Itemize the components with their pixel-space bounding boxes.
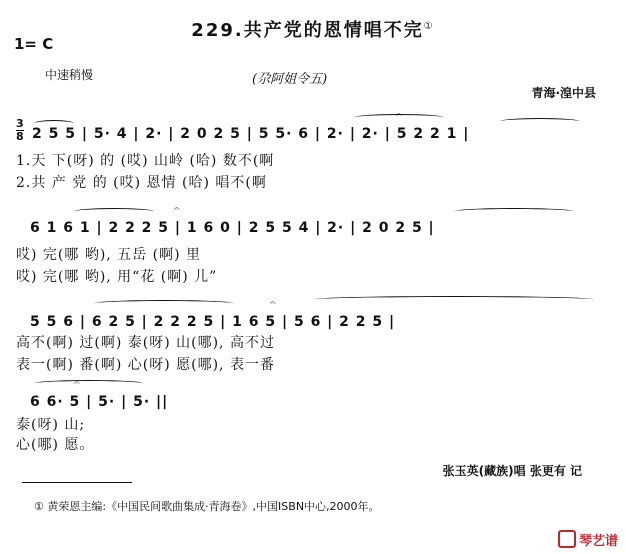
slur: [74, 208, 154, 215]
lyrics-verse-1: 哎) 完(哪 哟), 五岳 (啊) 里: [16, 247, 202, 263]
staff-notes: 5 5 6 | 6 2 5 | 2 2 2 5 | 1 6 5 | 5 6 | 2 2 5 |: [30, 314, 396, 330]
fermata-icon: 𝄐: [396, 110, 402, 121]
staff-notes: 2 5 5 | 5· 4 | 2· | 2 0 2 5 | 5 5· 6 | 2· | 2· | 5 2 2 1 |: [32, 126, 470, 142]
footnote: ① 黄荣恩主编:《中国民间歌曲集成·青海卷》,中国ISBN中心,2000年。: [34, 500, 380, 513]
fermata-icon: 𝄐: [270, 298, 276, 309]
staff-2: [14, 206, 614, 246]
fermata-icon: 𝄐: [174, 204, 180, 215]
staff-1: [14, 112, 614, 152]
lyrics-verse-2: 表一(啊) 番(啊) 心(呀) 愿(哪), 表一番: [16, 357, 275, 373]
song-title: 229.共产党的恩情唱不完①: [191, 20, 435, 41]
performer-credit: 张玉英(藏族)唱 张更有 记: [442, 464, 582, 478]
slur: [34, 380, 144, 387]
fermata-icon: 𝄐: [74, 378, 80, 389]
slur: [314, 296, 594, 303]
logo-icon: [558, 530, 576, 548]
slur: [454, 208, 574, 215]
lyrics-verse-1: 泰(呀) 山;: [16, 417, 86, 433]
tune-name: (尕阿姐令五): [252, 72, 328, 87]
tempo-marking: 中速稍慢: [45, 68, 94, 82]
watermark-logo: 琴艺谱: [558, 530, 618, 549]
staff-4: [14, 380, 614, 420]
slur: [500, 118, 580, 125]
key-signature: 1= C: [14, 35, 54, 53]
lyrics-verse-2: 哎) 完(哪 哟), 用“花 (啊) 儿”: [16, 269, 218, 285]
staff-notes: 6 1 6 1 | 2 2 2 5 | 1 6 0 | 2 5 5 4 | 2· | 2 0 2 5 |: [30, 220, 435, 236]
region-label: 青海·湟中县: [531, 86, 596, 100]
footnote-divider: [22, 482, 132, 483]
lyrics-verse-2: 心(哪) 愿。: [16, 437, 95, 453]
slur: [94, 300, 234, 307]
lyrics-verse-1: 1.天 下(呀) 的 (哎) 山岭 (哈) 数不(啊: [16, 153, 275, 169]
time-signature: 3 8: [16, 117, 24, 143]
lyrics-verse-1: 高不(啊) 过(啊) 泰(呀) 山(哪), 高不过: [16, 335, 275, 351]
lyrics-verse-2: 2.共 产 党 的 (哎) 恩情 (哈) 唱不(啊: [16, 175, 267, 191]
staff-notes: 6 6· 5 | 5· | 5· ||: [30, 394, 169, 410]
